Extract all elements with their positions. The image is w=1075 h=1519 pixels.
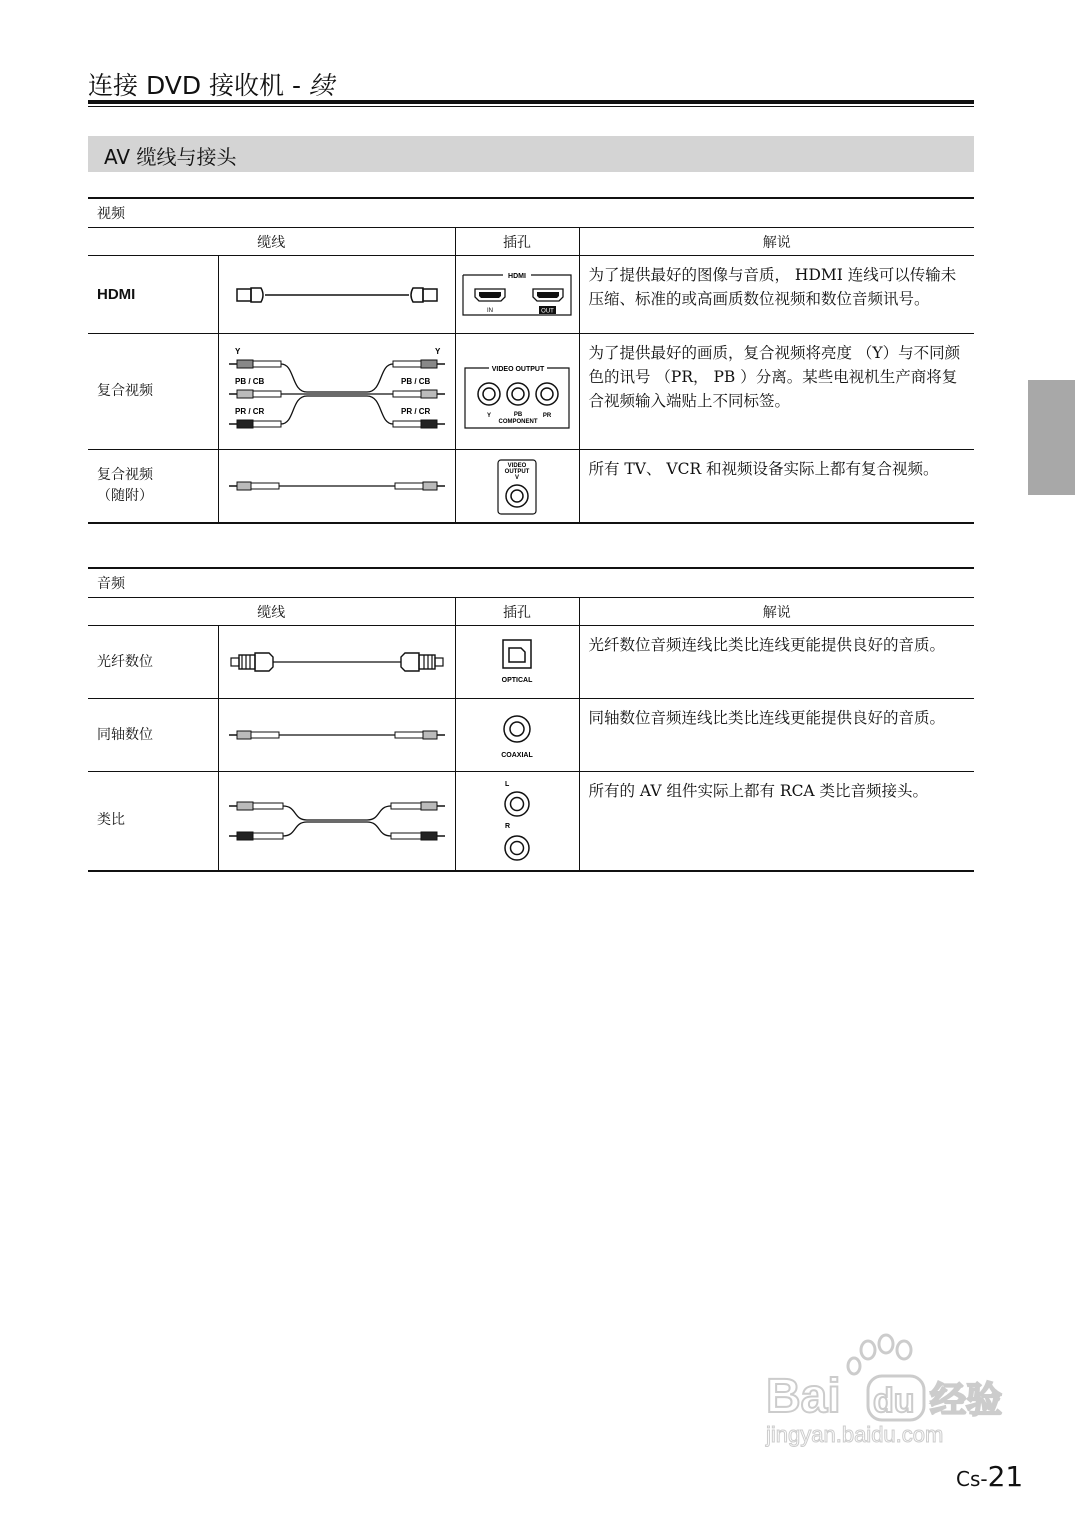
page-title-continued: 续 [308, 71, 334, 100]
cable-y-left: Y [234, 346, 240, 356]
table-row [88, 626, 974, 699]
baidu-watermark [760, 1330, 1020, 1454]
cable-pb-left: PB / CB [234, 376, 264, 386]
watermark-bai: Bai [766, 1370, 841, 1423]
analog-cable-icon [225, 796, 449, 846]
composite-jack-title1: VIDEO [507, 462, 527, 469]
audio-category: 音频 [88, 568, 974, 598]
watermark-du: du [873, 1382, 915, 1420]
hdmi-jack-in-label: IN [487, 307, 493, 314]
hdmi-cable-icon [227, 275, 447, 315]
optical-cable-icon [225, 647, 449, 677]
coaxial-cable-icon [225, 725, 449, 745]
jack-y-label: Y [486, 412, 492, 419]
col-cable-audio: 缆线 [88, 598, 455, 626]
page-number-prefix: Cs- [956, 1467, 988, 1491]
desc-component: 为了提供最好的画质，复合视频将亮度 （Y）与不同颜色的讯号 （PR， PB ）分离。某些电视机生产商将复合视频输入端贴上不同标签。 [579, 334, 974, 450]
jack-illustration-hdmi [455, 256, 579, 334]
coaxial-jack-label: COAXIAL [501, 752, 533, 759]
row-label-composite-line1: 复合视频 [97, 466, 153, 483]
composite-jack-title2: OUTPUT [504, 468, 530, 475]
jack-illustration-optical [455, 626, 579, 699]
analog-jack-icon [487, 776, 547, 866]
composite-jack-v: V [514, 474, 520, 481]
cable-pb-right: PB / CB [400, 376, 430, 386]
composite-jack-icon [492, 456, 542, 516]
col-jack: 插孔 [455, 228, 579, 256]
row-label-hdmi: HDMI [88, 256, 218, 334]
audio-table [88, 567, 974, 872]
jack-component-label: COMPONENT [498, 418, 538, 425]
hdmi-jack-title: HDMI [508, 272, 526, 280]
watermark-jingyan: 经验 [930, 1380, 1003, 1421]
cable-illustration-component [218, 334, 455, 450]
jack-pb-label: PB [513, 411, 523, 418]
row-label-coaxial: 同轴数位 [88, 699, 218, 772]
section-title: AV 缆线与接头 [104, 145, 237, 169]
table-row [88, 772, 974, 871]
desc-coaxial: 同轴数位音频连线比类比连线更能提供良好的音质。 [579, 699, 974, 772]
header-rule-thin [88, 106, 974, 107]
hdmi-jack-out-label: OUT [541, 308, 554, 314]
col-desc: 解说 [579, 228, 974, 256]
analog-jack-r: R [505, 822, 511, 830]
row-label-composite [88, 450, 218, 523]
row-label-composite-line2: （随附） [97, 487, 153, 504]
col-desc-audio: 解说 [579, 598, 974, 626]
jack-illustration-analog [455, 772, 579, 871]
cable-illustration-composite [218, 450, 455, 523]
analog-jack-l: L [505, 780, 510, 788]
table-row [88, 334, 974, 450]
cable-illustration-hdmi [218, 256, 455, 334]
optical-jack-icon [487, 634, 547, 690]
coaxial-jack-icon [487, 707, 547, 763]
cable-illustration-optical [218, 626, 455, 699]
row-label-component: 复合视频 [88, 334, 218, 450]
page-number-value: 21 [987, 1460, 1024, 1493]
col-cable: 缆线 [88, 228, 455, 256]
video-table [88, 197, 974, 524]
table-row [88, 699, 974, 772]
baidu-paw-logo-icon [760, 1330, 1020, 1450]
row-label-analog: 类比 [88, 772, 218, 871]
page-title [88, 66, 334, 102]
desc-hdmi: 为了提供最好的图像与音质， HDMI 连线可以传输未压缩、标准的或高画质数位视频和数位音频讯号。 [579, 256, 974, 334]
col-jack-audio: 插孔 [455, 598, 579, 626]
video-category: 视频 [88, 198, 974, 228]
jack-illustration-coaxial [455, 699, 579, 772]
cable-illustration-analog [218, 772, 455, 871]
desc-composite: 所有 TV、 VCR 和视频设备实际上都有复合视频。 [579, 450, 974, 523]
page-title-text: 连接 DVD 接收机 - [88, 71, 309, 100]
watermark-url: jingyan.baidu.com [766, 1422, 944, 1447]
optical-jack-label: OPTICAL [501, 677, 533, 684]
desc-analog: 所有的 AV 组件实际上都有 RCA 类比音频接头。 [579, 772, 974, 871]
cable-pr-right: PR / CR [400, 406, 430, 416]
jack-illustration-component [455, 334, 579, 450]
side-tab [1028, 380, 1075, 495]
hdmi-jack-icon [459, 269, 575, 321]
desc-optical: 光纤数位音频连线比类比连线更能提供良好的音质。 [579, 626, 974, 699]
cable-pr-left: PR / CR [234, 406, 264, 416]
cable-y-right: Y [434, 346, 440, 356]
page-number [956, 1460, 1023, 1493]
jack-illustration-composite [455, 450, 579, 523]
row-label-optical: 光纤数位 [88, 626, 218, 699]
component-jack-title: VIDEO OUTPUT [491, 365, 545, 373]
cable-illustration-coaxial [218, 699, 455, 772]
component-cable-icon [225, 344, 449, 440]
composite-cable-icon [225, 476, 449, 496]
table-row [88, 256, 974, 334]
component-jack-icon [459, 350, 575, 434]
header-rule [88, 100, 974, 104]
table-row [88, 450, 974, 523]
jack-pr-label: PR [542, 412, 552, 419]
